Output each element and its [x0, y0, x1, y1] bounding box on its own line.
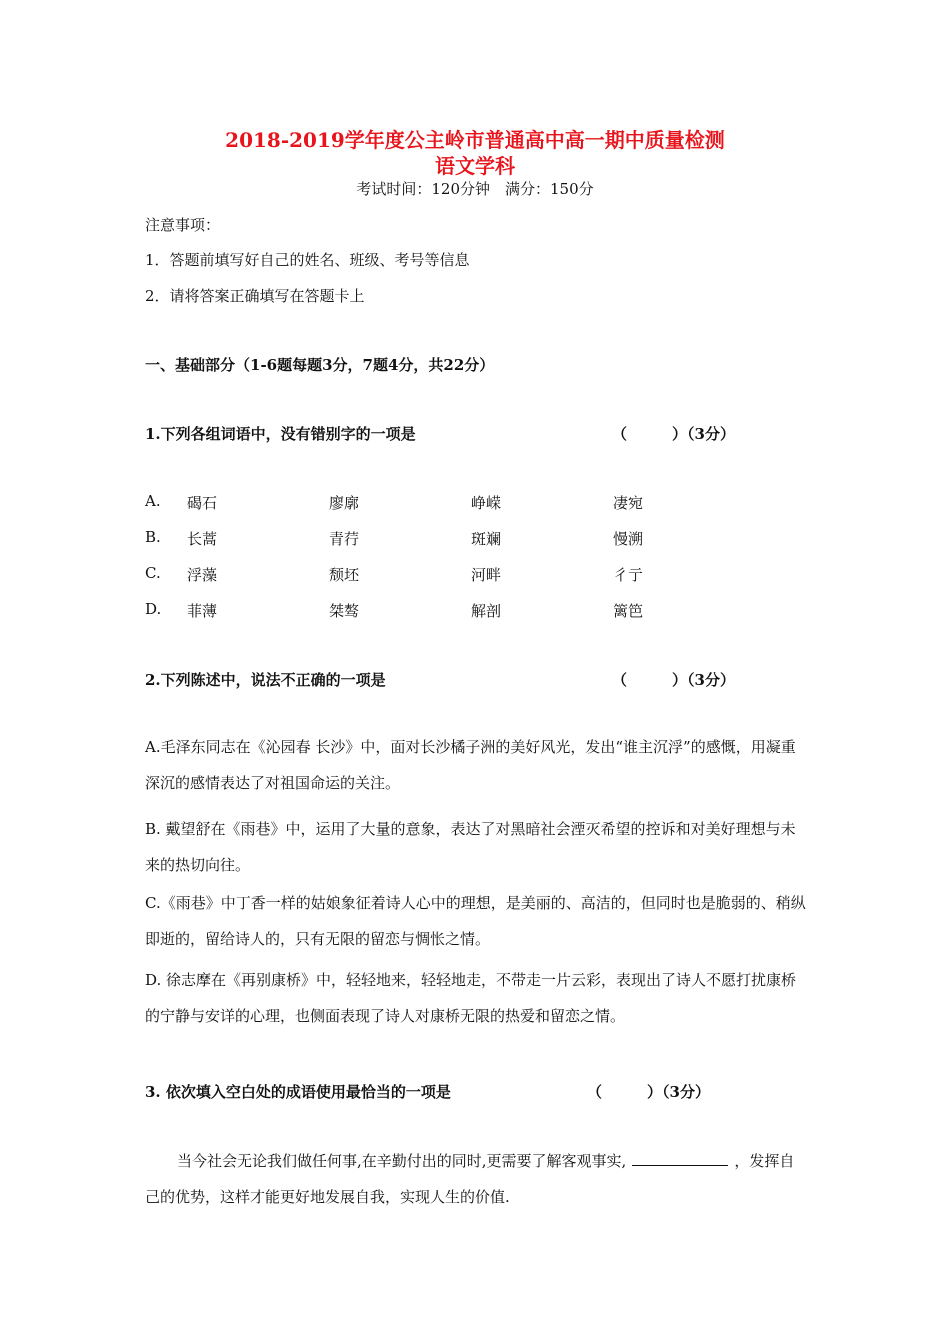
q2-option-b: B. 戴望舒在《雨巷》中，运用了大量的意象，表达了对黑暗社会湮灭希望的控诉和对美好理想与未来的热切向往。: [145, 820, 796, 874]
option-word: 青荇: [329, 530, 360, 548]
q1-score: （ ）（3分）: [612, 425, 735, 443]
answer-blank: [632, 1151, 728, 1166]
exam-title: 2018-2019学年度公主岭市普通高中高一期中质量检测: [225, 128, 725, 152]
option-word: 凄宛: [613, 494, 644, 512]
option-word: 斑斓: [471, 530, 502, 548]
option-word: 慢溯: [613, 530, 644, 548]
option-word: 篱笆: [613, 602, 644, 620]
exam-info: 考试时间：120分钟 满分：150分: [356, 180, 594, 198]
q2-stem: 2.下列陈述中，说法不正确的一项是: [145, 671, 386, 689]
option-word: 长蒿: [187, 530, 218, 548]
subject-title: 语文学科: [435, 154, 515, 178]
option-word: 浮藻: [187, 566, 218, 584]
option-word: 廖廓: [329, 494, 360, 512]
notes-heading: 注意事项：: [145, 216, 221, 234]
option-word: 碣石: [187, 494, 218, 512]
option-word: 河畔: [471, 566, 502, 584]
section-heading: 一、基础部分（1-6题每题3分，7题4分，共22分）: [145, 356, 495, 374]
passage-after: ，发挥自己的优势，这样才能更好地发展自我，实现人生的价值.: [145, 1152, 795, 1206]
option-word: 颓坯: [329, 566, 360, 584]
option-word: 峥嵘: [471, 494, 502, 512]
option-word: 桀骜: [329, 602, 360, 620]
q2-option-d: D. 徐志摩在《再别康桥》中，轻轻地来，轻轻地走，不带走一片云彩，表现出了诗人不愿打扰康桥的宁静与安详的心理，也侧面表现了诗人对康桥无限的热爱和留恋之情。: [145, 971, 797, 1025]
q3-score: （ ）（3分）: [587, 1083, 710, 1101]
q2-score: （ ）（3分）: [612, 671, 735, 689]
option-label: D.: [145, 600, 162, 618]
option-word: 菲薄: [187, 602, 218, 620]
q1-stem: 1.下列各组词语中，没有错别字的一项是: [145, 425, 416, 443]
option-label: C.: [145, 564, 161, 582]
note-item-2: 2．请将答案正确填写在答题卡上: [145, 287, 365, 305]
option-word: 彳亍: [613, 566, 644, 584]
option-label: B.: [145, 528, 161, 546]
q2-option-a: A.毛泽东同志在《沁园春 长沙》中，面对长沙橘子洲的美好风光，发出“谁主沉浮”的感慨，用凝重深沉的感情表达了对祖国命运的关注。: [145, 738, 796, 792]
option-label: A.: [145, 492, 161, 510]
q2-option-c: C.《雨巷》中丁香一样的姑娘象征着诗人心中的理想，是美丽的、高洁的，但同时也是脆弱的、稍纵即逝的，留给诗人的，只有无限的留恋与惆怅之情。: [145, 894, 806, 948]
q3-stem: 3. 依次填入空白处的成语使用最恰当的一项是: [145, 1083, 451, 1101]
q3-passage: [145, 1143, 809, 1215]
option-word: 解剖: [471, 602, 502, 620]
note-item-1: 1．答题前填写好自己的姓名、班级、考号等信息: [145, 251, 470, 269]
passage-before: 当今社会无论我们做任何事,在辛勤付出的同时,更需要了解客观事实,: [177, 1152, 627, 1170]
